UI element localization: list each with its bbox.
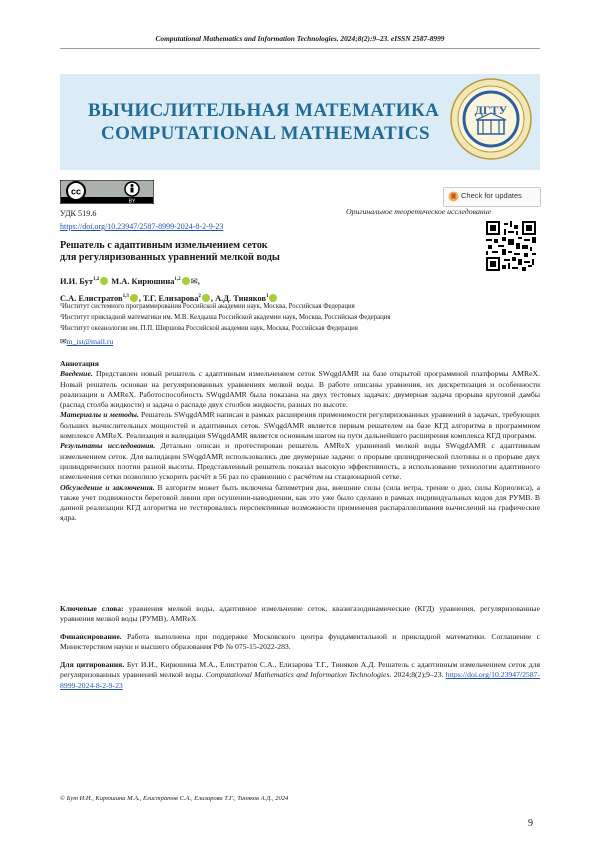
author-sup: 1: [265, 293, 269, 299]
methods-label: Материалы и методы.: [60, 410, 139, 420]
keywords-label: Ключевые слова:: [60, 604, 124, 613]
citation-doi-link[interactable]: https://doi.org/10.23947/2587-8999-2024-8-2-9-23: [60, 670, 541, 690]
results-label: Результаты исследования.: [60, 441, 156, 451]
orcid-icon[interactable]: [130, 294, 138, 302]
article-type: Оригинальное теоретическое исследование: [346, 207, 492, 216]
author-sup: 1,2: [174, 277, 181, 282]
abstract-heading: Аннотация: [60, 359, 99, 368]
author-sup: 1,2: [92, 277, 100, 282]
svg-text:cc: cc: [70, 186, 82, 197]
qr-code: [486, 221, 536, 271]
funding: [60, 632, 540, 653]
abstract-discussion: [60, 483, 540, 524]
citation: [60, 660, 540, 691]
funding-label: Финансирование.: [60, 632, 122, 641]
author-elistratov: С.А. Елистратов: [60, 293, 123, 303]
bookmark-icon: [448, 191, 459, 202]
orcid-icon[interactable]: [269, 294, 277, 302]
citation-label: Для цитирования.: [60, 660, 125, 669]
affiliation-1: ¹Институт системного программирования Российской академии наук, Москва, Российская Федерация: [60, 303, 355, 310]
doi-link[interactable]: https://doi.org/10.23947/2587-8999-2024-8-2-9-23: [60, 222, 224, 231]
authors-block: [60, 272, 278, 306]
article-title-line-1: Решатель с адаптивным измельчением сеток: [60, 240, 268, 251]
authors-line-2: С.А. Елистратов$^{1,3}$ , Т.Г. Елизарова$^2$ , А.Д. Тиняков$^1$: [60, 289, 278, 306]
discussion-text: В алгоритм может быть включена батиметрия дна, внешние силы (сила ветра, трение о дно, силы Кориолиса), а также учет подвижности береговой линии при осушении-наводнении, как это уже было сделано в рамках индивидуальных кодов для РУМВ. В данной реализации КГД алгоритма не тестировались перспективные возможности применения распараллеливания вычислений на графические ядра.: [60, 482, 540, 523]
envelope-icon: ✉: [60, 337, 67, 346]
cc-by-label: BY: [128, 198, 136, 204]
results-text: Детально описан и протестирован решатель AMReX уравнений мелкой воды SWqgdAMR с адаптивным измельчением сеток. Для валидации SWqgdAMR использовались две двумерные задачи: о прорыве цилиндрической плотины и о прорыве двух цилиндрических плотин разной высоты. Представленный решатель показал высокую эффективность, а использование технологии адаптивного измельчения сетки позволило ускорить расчёт в 56 раз по сравнению с расчётом на стационарной сетке.: [60, 441, 540, 482]
page-number: 9: [528, 818, 533, 829]
author-sup: 2: [198, 293, 201, 299]
abstract-intro: [60, 369, 540, 410]
intro-label: Введение.: [60, 369, 93, 379]
corresponding-email: [60, 337, 113, 346]
orcid-icon[interactable]: [182, 277, 190, 285]
journal-header: Computational Mathematics and Information Technologies. 2024;8(2):9–23. eISSN 2587-8999: [155, 34, 445, 43]
citation-text: Бут И.И., Кирюшина М.А., Елистратов С.А., Елизарова Т.Г., Тиняков А.Д. Решатель с адаптивным измельчением сеток для регуляризованных уравнений мелкой воды.: [60, 660, 541, 680]
affiliation-3: ³Институт океанологии им. П.П. Ширшова Российской академии наук, Москва, Российская Федерация: [60, 325, 358, 332]
abstract-methods: [60, 410, 540, 441]
university-logo: [450, 78, 532, 160]
section-title-ru: ВЫЧИСЛИТЕЛЬНАЯ МАТЕМАТИКА: [88, 100, 440, 121]
methods-text: Решатель SWqgdAMR написан в рамках расширения применимости регуляризованных уравнений в задачах, требующих больших вычислительных мощностей и адаптивных сеток. SWqgdAMR является первым решателем на базе КГД алгоритма в программном комплексе AMReX. Реализация и валидация SWqgdAMR является основным шагом на пути дальнейшего расширения комплекса КГД программ.: [60, 410, 540, 441]
keywords: [60, 604, 540, 625]
author-but: И.И. Бут: [60, 276, 93, 286]
copyright-notice: © Бут И.И., Кирюшина М.А., Елистратов С.А., Елизарова Т.Г., Тиняков А.Д., 2024: [60, 795, 289, 802]
intro-text: Представлен новый решатель с адаптивным измельчением сеток SWqgdAMR на базе открытой программной платформы AMReX. Новый решатель основан на регуляризованных уравнениях мелкой воды. В работе описаны уравнения, их дискретизация и особенности реализации в AMReX. Работоспособность SWqgdAMR была показана на двух тестовых задачах: двумерная задача прорыва круговой дамбы (распад столба жидкости) и задача о распаде двух столбов жидкости, разных по высоте.: [60, 369, 540, 410]
discussion-label: Обсуждение и заключения.: [60, 482, 155, 492]
orcid-icon[interactable]: [202, 294, 210, 302]
author-tinyakov: А.Д. Тиняков: [215, 293, 266, 303]
abstract-results: [60, 441, 540, 482]
author-sup: 1,3: [122, 293, 129, 299]
article-title: [60, 240, 280, 264]
article-title-line-2: для регуляризованных уравнений мелкой воды: [60, 252, 280, 263]
check-for-updates-label: Check for updates: [461, 191, 522, 200]
citation-journal: Computational Mathematics and Information Technologies.: [205, 670, 392, 680]
cc-by-license-icon[interactable]: [60, 180, 154, 204]
abstract: [60, 359, 540, 524]
check-for-updates-button[interactable]: [443, 187, 541, 207]
header-rule: [60, 48, 540, 49]
keywords-text: уравнения мелкой воды, адаптивное измельчение сеток, квазигазодинамические (КГД) уравнения, регуляризованные уравнения мелкой воды (РУМВ), AMReX: [60, 604, 540, 624]
email-envelope-icon[interactable]: ✉: [190, 276, 198, 286]
section-title-en: COMPUTATIONAL MATHEMATICS: [101, 123, 430, 144]
affiliation-2: ²Институт прикладной математики им. М.В. Келдыша Российской академии наук, Москва, Российская Федерация: [60, 314, 391, 321]
email-link[interactable]: m_ist@mail.ru: [66, 337, 114, 346]
funding-text: Работа выполнена при поддержке Московского центра фундаментальной и прикладной математики. Соглашение с Министерством науки и высшего образования РФ № 075-15-2022-283.: [60, 632, 540, 652]
svg-text:ДГТУ: ДГТУ: [474, 103, 508, 117]
author-elizarova: Т.Г. Елизарова: [143, 293, 199, 303]
udk-code: УДК 519.6: [60, 209, 97, 218]
author-kiryushina: М.А. Кирюшина: [111, 276, 175, 286]
citation-tail: 2024;8(2);9–23.: [393, 670, 444, 680]
orcid-icon[interactable]: [100, 277, 108, 285]
authors-line-1: И.И. Бут$^{1,2}$ М.А. Кирюшина$^{1,2}$ ✉,: [60, 276, 200, 286]
